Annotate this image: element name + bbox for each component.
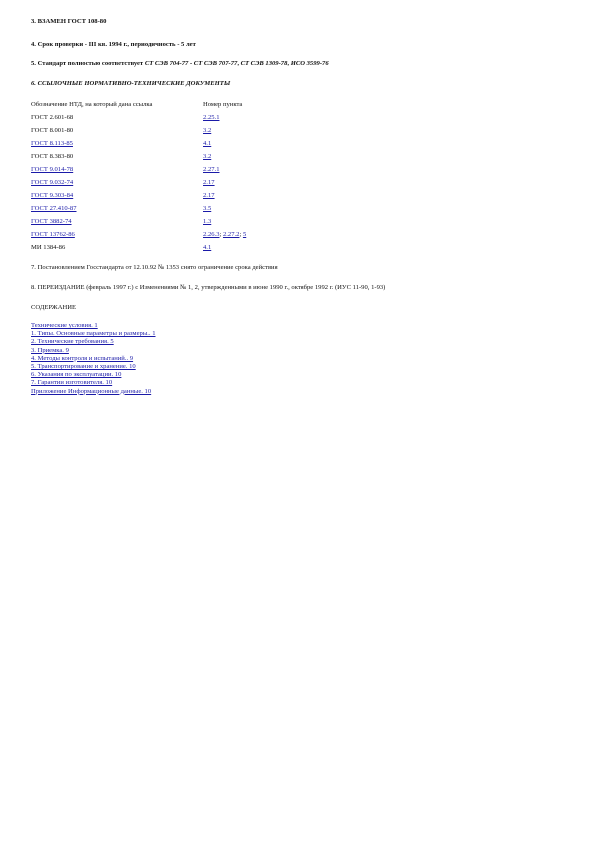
- compliance-prefix: 5. Стандарт полностью соответствует: [31, 60, 145, 67]
- ntd-doc-link[interactable]: ГОСТ 13762-86: [31, 231, 75, 238]
- ntd-doc-link[interactable]: ГОСТ 9.014-78: [31, 166, 74, 173]
- ntd-item-link[interactable]: 2.25.1: [203, 114, 220, 121]
- ntd-row: [31, 165, 331, 174]
- ntd-doc: ГОСТ 8.001-80: [31, 127, 74, 134]
- ntd-table-header: [31, 100, 331, 109]
- ntd-row: [31, 178, 331, 187]
- section-4-review-period: 4. Срок проверки - III кв. 1994 г., периодичность - 5 лет: [31, 41, 196, 48]
- ntd-item-link[interactable]: 4.1: [203, 140, 212, 147]
- ntd-doc: ГОСТ 2.601-68: [31, 114, 74, 121]
- ntd-item-link[interactable]: 3.2: [203, 153, 212, 160]
- ntd-item-link[interactable]: 4.1: [203, 244, 212, 251]
- compliance-ref-iso-3599: ИСО 3599-76: [290, 60, 329, 67]
- ntd-row: [31, 191, 331, 200]
- toc-link[interactable]: 6. Указания по эксплуатации. 10: [31, 371, 122, 379]
- ntd-row: [31, 139, 331, 148]
- ntd-item-link[interactable]: 3.5: [203, 205, 212, 212]
- ntd-item-link[interactable]: 2.27.2: [222, 231, 240, 238]
- ntd-row: [31, 113, 331, 122]
- ntd-header-item: Номер пункта: [203, 101, 243, 108]
- toc-link[interactable]: 1. Типы. Основные параметры и размеры.. 1: [31, 330, 156, 338]
- compliance-ref-st-sev-1309: СТ СЭВ 1309-78: [240, 60, 288, 67]
- ntd-item-link[interactable]: 1.3: [203, 218, 212, 225]
- section-6-title: 6. ССЫЛОЧНЫЕ НОРМАТИВНО-ТЕХНИЧЕСКИЕ ДОКУМЕНТЫ: [31, 80, 231, 87]
- toc-link[interactable]: Технические условия. 1: [31, 322, 98, 329]
- compliance-sep-1: ,: [237, 60, 241, 67]
- section-3-replaces: 3. ВЗАМЕН ГОСТ 108-80: [31, 18, 107, 25]
- toc-link[interactable]: 4. Методы контроля и испытаний.. 9: [31, 354, 134, 362]
- contents-title: СОДЕРЖАНИЕ: [31, 304, 77, 311]
- ntd-doc-link[interactable]: ГОСТ 9.303-84: [31, 192, 74, 199]
- ntd-row: [31, 230, 331, 239]
- compliance-ref-st-sev-704: СТ СЭВ 704-77 - СТ СЭВ 707-77: [144, 60, 238, 67]
- ntd-row: [31, 152, 331, 161]
- ntd-item-link[interactable]: 2.17: [203, 179, 215, 186]
- toc-link[interactable]: 7. Гарантии изготовителя. 10: [31, 379, 113, 387]
- ntd-row: [31, 126, 331, 135]
- ntd-row: [31, 243, 331, 252]
- ntd-item-link[interactable]: 3.2: [203, 127, 212, 134]
- compliance-sep-2: ,: [287, 60, 291, 67]
- ntd-doc-link[interactable]: ГОСТ 27.410-87: [31, 205, 77, 212]
- ntd-row: [31, 204, 331, 213]
- ntd-doc: МИ 1384-86: [31, 244, 66, 251]
- ntd-doc: ГОСТ 8.383-80: [31, 153, 74, 160]
- ntd-row: [31, 217, 331, 226]
- ntd-item-link[interactable]: 2.17: [203, 192, 215, 199]
- ntd-item-link[interactable]: 5: [242, 231, 247, 238]
- toc-link[interactable]: Приложение Информационные данные. 10: [31, 387, 152, 395]
- toc-link[interactable]: 3. Приемка. 9: [31, 346, 69, 354]
- ntd-doc-link[interactable]: ГОСТ 3882-74: [31, 218, 72, 225]
- ntd-doc-link[interactable]: ГОСТ 9.032-74: [31, 179, 74, 186]
- ntd-item-link[interactable]: 2.26.3: [203, 231, 220, 238]
- ntd-header-doc: Обозначение НТД, на который дана ссылка: [31, 101, 153, 108]
- ntd-item-link[interactable]: 2.27.1: [203, 166, 220, 173]
- toc-link[interactable]: 2. Технические требования. 5: [31, 338, 114, 346]
- table-of-contents: [31, 322, 156, 396]
- section-5-compliance: [31, 60, 329, 68]
- ntd-item-multi: 2.26.3; 2.27.2; 5: [203, 231, 247, 238]
- toc-link[interactable]: 5. Транспортирование и хранение. 10: [31, 363, 136, 371]
- section-7-decree: 7. Постановлением Госстандарта от 12.10.92 № 1353 снято ограничение срока действия: [31, 264, 278, 271]
- section-8-reissue: 8. ПЕРЕИЗДАНИЕ (февраль 1997 г.) с Изменениями № 1, 2, утвержденными в июне 1990 г., октябре 1992 г. (ИУС 11-90, 1-93): [31, 284, 386, 291]
- ntd-doc-link[interactable]: ГОСТ 8.113-85: [31, 140, 73, 147]
